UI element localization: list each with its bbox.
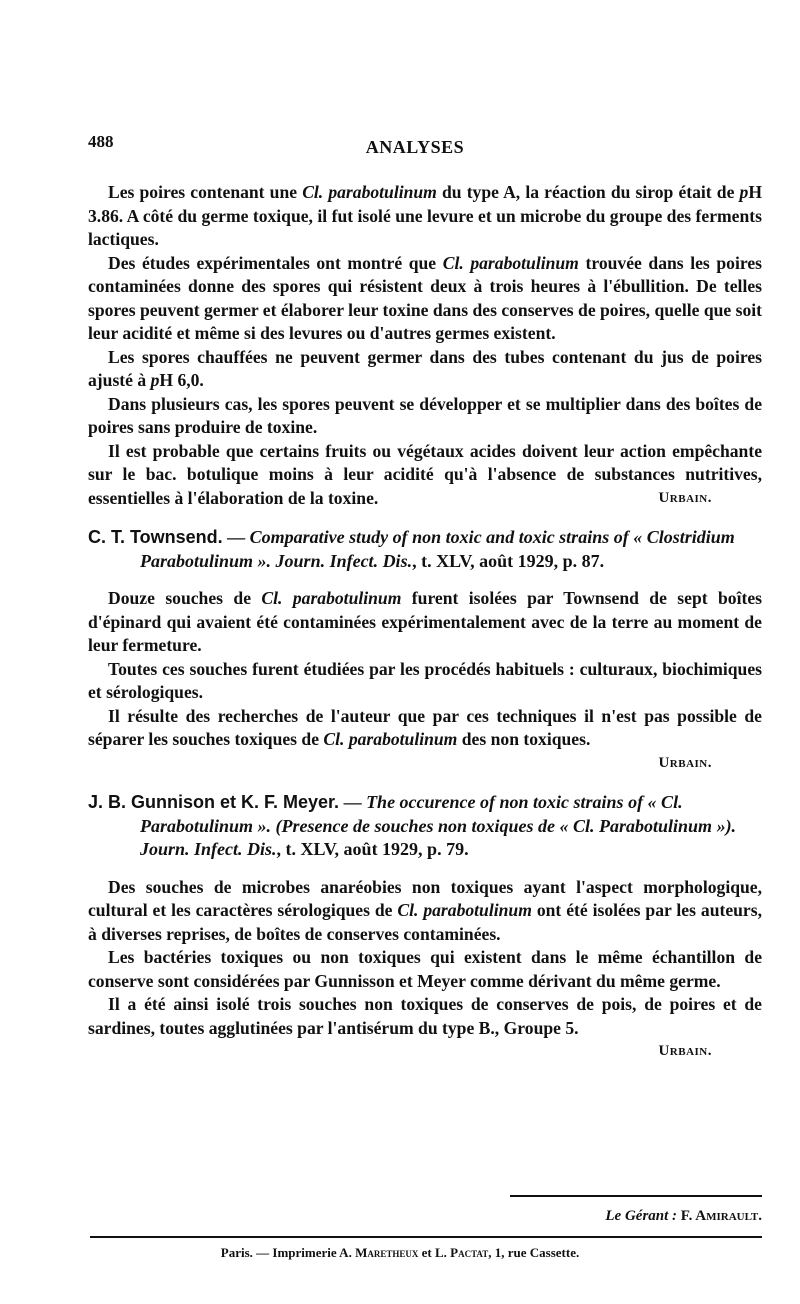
paragraph [88,705,762,752]
text: Il est probable que certains fruits ou végétaux acides doivent leur action empêchante sur le bac. botulique moins à leur acidité qu'à l'absence de substances nutritives, essentielles à l'élaboration de la toxine. [88,440,762,508]
imprint-text: et L. [418,1245,451,1260]
signature: Urbain. [658,489,712,506]
footer-rule-short [510,1195,762,1197]
entry-heading [88,526,762,573]
species-name: Cl. parabotulinum [397,900,532,920]
signature: Urbain. [658,1043,712,1059]
paragraph [88,993,762,1040]
imprint-address: , 1, rue Cassette. [488,1245,580,1260]
signature: Urbain. [658,754,712,771]
dash: — [222,527,250,547]
text: furent isolées par Townsend de sept boîtes d'épinard qui avaient été contaminées expérimentalement avec de la terre au moment de leur fermeture. [88,588,762,655]
paragraph [88,440,762,511]
text: Douze souches de [108,588,262,608]
entry-reference [140,839,469,859]
text: Des souches de microbes anaréobies non toxiques ayant l'aspect morphologique, cultural et les caractères sérologiques de [88,876,762,920]
reference-details: , t. XLV, août 1929, p. 79. [276,839,469,859]
printer-name: Maretheux [355,1245,419,1260]
imprint-text: Paris. — Imprimerie A. [220,1245,356,1260]
gerant-line [510,1208,762,1225]
paragraph [88,587,762,658]
text: Des études expérimentales ont montré que [108,252,443,273]
text: trouvée dans les poires contaminées donne des spores qui résistent deux à trois heures à l'ébullition. De telles spores peuvent germer et élaborer leur toxine dans des conserves de poires, quelle que soit leur acidité et même si des levures ou d'autres germes existent. [88,252,762,343]
printer-name: Pactat [450,1245,489,1260]
entry-reference [276,551,605,571]
species-name: Cl. parabotulinum [323,729,458,749]
species-name: Cl. parabotulinum [442,252,579,273]
entry-title: The occurence of non toxic strains of « Cl. Parabotulinum ». (Presence de souches non toxiques de « Cl. Parabotulinum »). [140,792,737,836]
species-name: Cl. parabotulinum [302,182,437,202]
gerant-label: Le Gérant : [605,1208,678,1224]
entry-author: J. B. Gunnison et K. F. Meyer. [88,792,340,812]
running-title: ANALYSES [365,137,465,157]
text: des non toxiques. [457,729,591,749]
text: H 3.86. A côté du germe toxique, il fut isolé une levure et un microbe du groupe des ferments lactiques. [88,182,762,249]
journal-name: Journ. Infect. Dis. [140,839,277,859]
text: Les bactéries toxiques ou non toxiques qui existent dans le même échantillon de conserve sont considérées par Gunnisson et Meyer comme dérivant du même germe. [88,947,762,991]
text: Les poires contenant une [108,182,303,202]
text: du type A, la réaction du sirop était de [436,182,740,202]
journal-name: Journ. Infect. Dis. [275,550,413,571]
text: H 6,0. [159,370,204,390]
paragraph [88,946,762,993]
paragraph [88,181,762,252]
entry-heading [88,791,762,862]
paragraph [88,658,762,705]
text: Toutes ces souches furent étudiées par les procédés habituels : culturaux, biochimiques et sérologiques. [88,658,762,702]
gerant-name: F. Amirault. [680,1208,762,1224]
ph-symbol: p [150,370,160,390]
species-name: Cl. parabotulinum [261,588,402,608]
paragraph [88,393,762,440]
reference-details: , t. XLV, août 1929, p. 87. [412,550,605,571]
text: Dans plusieurs cas, les spores peuvent se développer et se multiplier dans des boîtes de poires sans produire de toxine. [88,393,762,437]
ph-symbol: p [739,182,749,202]
printer-imprint [0,1245,800,1261]
text: ont été isolées par les auteurs, à diverses reprises, de boîtes de conserves contaminées. [88,900,762,944]
page-number: 488 [88,132,114,151]
entry-title: Comparative study of non toxic and toxic strains of « Clostridium Parabotulinum ». [140,527,735,571]
text: Il résulte des recherches de l'auteur que par ces techniques il n'est pas possible de séparer les souches toxiques de [88,705,762,749]
text: Il a été ainsi isolé trois souches non toxiques de conserves de pois, de poires et de sardines, toutes agglutinées par l'antisérum du type B., Groupe 5. [88,994,762,1038]
paragraph [88,346,762,393]
paragraph [88,876,762,947]
dash: — [339,792,367,812]
page-body [88,181,762,1064]
entry-author: C. T. Townsend. [88,527,223,547]
footer-rule-long [90,1236,762,1238]
paragraph [88,252,762,346]
text: Les spores chauffées ne peuvent germer dans des tubes contenant du jus de poires ajusté à [88,346,762,390]
